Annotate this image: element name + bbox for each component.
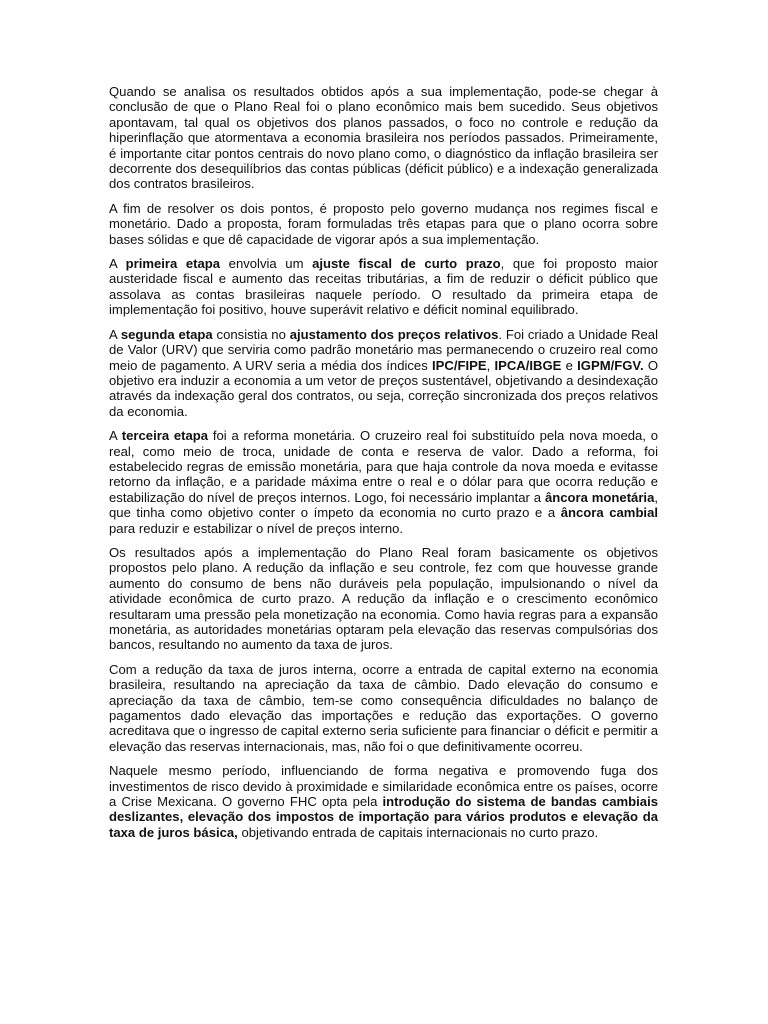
- bold-text-run: ajuste fiscal de curto prazo: [312, 256, 501, 272]
- paragraph: [109, 201, 658, 247]
- bold-text-run: IGPM/FGV.: [577, 357, 644, 373]
- text-run: Os resultados após a implementação do Plano Real foram basicamente os objetivos propostos pelo plano. A redução da inflação e seu controle, fez com que houvesse grande aumento do consumo de bens não duráveis pela população, impulsionando o nível da atividade econômica de curto prazo. A redução da inflação e o crescimento econômico resultaram uma pressão pela monetização na economia. Como havia regras para a expansão monetária, as autoridades monetárias optaram pela elevação das reservas compulsórias dos bancos, resultando no aumento da taxa de juros.: [109, 544, 658, 653]
- document-body: [109, 84, 658, 849]
- paragraph: [109, 545, 658, 653]
- bold-text-run: primeira etapa: [125, 256, 221, 272]
- paragraph: [109, 84, 658, 192]
- text-run: consistia no: [212, 326, 290, 342]
- text-run: . Foi criado a Unidade Real de Valor (URV) que serviria como padrão monetário mas permanecendo o cruzeiro real como meio de pagamento. A URV seria a média dos índices: [109, 326, 658, 373]
- paragraph: [109, 763, 658, 840]
- text-run: Quando se analisa os resultados obtidos após a sua implementação, pode-se chegar à conclusão de que o Plano Real foi o plano econômico mais bem sucedido. Seus objetivos apontavam, tal qual os objetivos dos planos passados, o foco no controle e redução da hiperinflação que atormentava a economia brasileira nos períodos passados. Primeiramente, é importante citar pontos centrais do novo plano como, o diagnóstico da inflação brasileira ser decorrente dos desequilíbrios das contas públicas (déficit público) e a indexação generalizada dos contratos brasileiros.: [109, 84, 658, 192]
- bold-text-run: âncora monetária: [544, 489, 655, 505]
- paragraph: [109, 428, 658, 536]
- paragraph: [109, 662, 658, 754]
- text-run: para reduzir e estabilizar o nível de preços interno.: [109, 520, 404, 536]
- text-run: A fim de resolver os dois pontos, é proposto pelo governo mudança nos regimes fiscal e monetário. Dado a proposta, foram formuladas três etapas para que o plano ocorra sobre bases sólidas e que dê capacidade de vigorar após a sua implementação.: [109, 200, 658, 247]
- bold-text-run: terceira etapa: [121, 428, 209, 444]
- paragraph: [109, 256, 658, 318]
- text-run: O objetivo era induzir a economia a um vetor de preços sustentável, objetivando a desindexação através da indexação geral dos contratos, ou seja, correção sincronizada dos preços relativos da economia.: [109, 357, 659, 419]
- bold-text-run: IPC/FIPE: [432, 357, 487, 373]
- text-run: foi a reforma monetária. O cruzeiro real foi substituído pela nova moeda, o real, como meio de troca, unidade de conta e reserva de valor. Dado a reforma, foi estabelecido regras de emissão monetária, para que haja controle da nova moeda e evitasse retorno da inflação, e a paridade máxima entre o real e o dólar para que ocorra redução e estabilização do nível de preços internos. Logo, foi necessário implantar a: [109, 428, 658, 505]
- bold-text-run: âncora cambial: [560, 505, 658, 521]
- text-run: e: [561, 357, 578, 373]
- text-run: Naquele mesmo período, influenciando de forma negativa e promovendo fuga dos investimentos de risco devido à proximidade e similaridade econômica entre os países, ocorre a Crise Mexicana. O governo FHC opta pela: [109, 763, 658, 810]
- bold-text-run: introdução do sistema de bandas cambiais deslizantes, elevação dos impostos de importação para vários produtos e elevação da taxa de juros básica,: [109, 794, 658, 840]
- bold-text-run: IPCA/IBGE: [494, 357, 562, 373]
- text-run: , que foi proposto maior austeridade fiscal e aumento das receitas tributárias, a fim de reduzir o déficit público que assolava as contas brasileiras naquele período. O resultado da primeira etapa de implementação foi positivo, houve superávit relativo e déficit nominal equilibrado.: [109, 256, 659, 318]
- text-run: A: [109, 326, 121, 342]
- bold-text-run: ajustamento dos preços relativos: [289, 326, 499, 342]
- text-run: ,: [486, 357, 495, 373]
- paragraph: [109, 327, 658, 419]
- text-run: objetivando entrada de capitais internacionais no curto prazo.: [237, 824, 599, 840]
- bold-text-run: segunda etapa: [120, 326, 213, 342]
- text-run: A: [109, 428, 122, 444]
- text-run: , que tinha como objetivo conter o ímpeto da economia no curto prazo e a: [109, 489, 658, 521]
- text-run: A: [109, 256, 126, 272]
- text-run: envolvia um: [220, 256, 313, 272]
- text-run: Com a redução da taxa de juros interna, ocorre a entrada de capital externo na economia brasileira, resultando na apreciação da taxa de câmbio. Dado elevação do consumo e apreciação da taxa de câmbio, tem-se como consequência dificuldades no balanço de pagamentos dado elevação das importações e redução das exportações. O governo acreditava que o ingresso de capital externo seria suficiente para financiar o déficit e permitir a elevação das reservas internacionais, mas, não foi o que definitivamente ocorreu.: [109, 661, 658, 754]
